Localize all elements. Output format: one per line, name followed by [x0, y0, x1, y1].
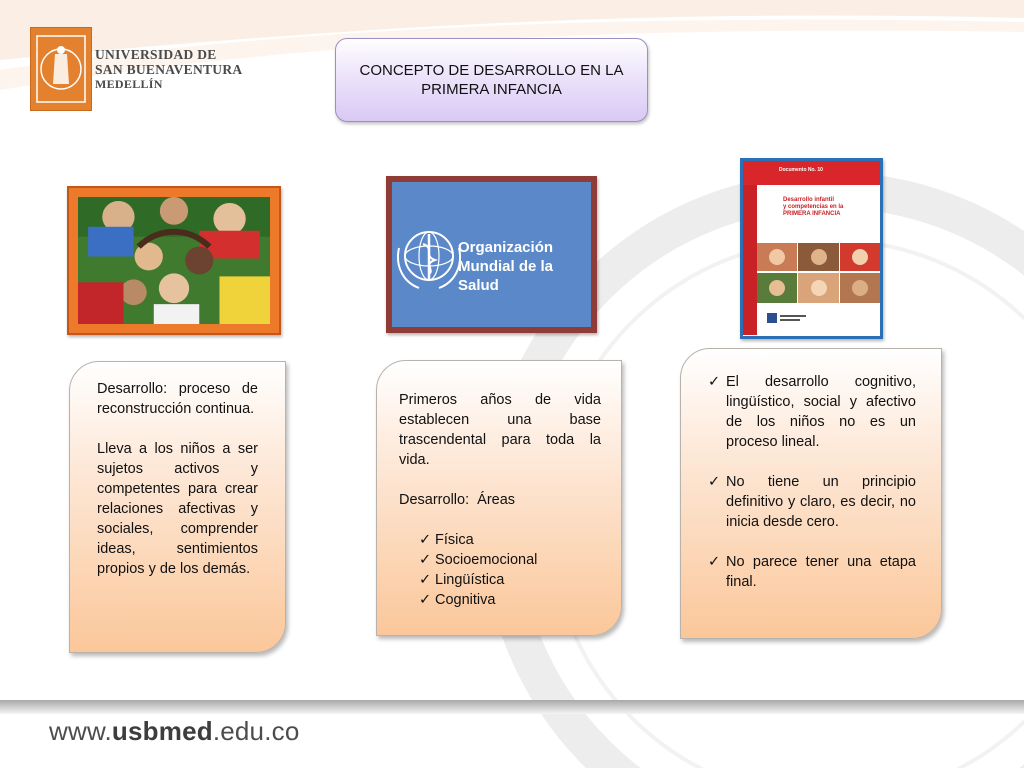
footer-url-suffix: .edu.co [212, 716, 300, 746]
list-item: ✓ El desarrollo cognitivo, lingüístico, social y afectivo de los niños no es un proceso lineal. [708, 372, 916, 452]
card2-paragraph-2: Desarrollo: Áreas [399, 492, 516, 508]
book-top-band [743, 161, 880, 185]
book-title-line-2: y competencias en la [783, 204, 844, 210]
oms-name-line-1: Organización [458, 239, 554, 256]
book-spine [743, 185, 757, 335]
book-photos [757, 243, 880, 303]
logo-line-2: SAN BUENAVENTURA [95, 62, 243, 77]
book-cover [740, 158, 883, 339]
logo-line-3: MEDELLÍN [95, 77, 163, 91]
list-item: ✓ Física [419, 530, 601, 550]
book-document-number: Documento No. 10 [779, 167, 823, 173]
slide-title [335, 38, 648, 122]
list-item: ✓ Socioemocional [419, 550, 601, 570]
content-card-3 [680, 348, 942, 639]
university-name [95, 47, 242, 92]
card1-paragraph-2: Lleva a los niños a ser sujetos activos y competentes para crear relaciones afectivas y sociales, comprender ideas, sentimientos propios y de los demás. [97, 441, 258, 577]
children-photo-frame [67, 186, 281, 335]
oms-name [458, 238, 591, 295]
book-title-line-3: PRIMERA INFANCIA [783, 211, 841, 217]
footer-url-brand: usbmed [111, 716, 213, 746]
book-publisher-logo-icon [767, 311, 807, 325]
list-item: ✓ Lingüística [419, 570, 601, 590]
list-item: ✓ No tiene un principio definitivo y claro, es decir, no inicia desde cero. [708, 472, 916, 532]
oms-logo-frame [386, 176, 597, 333]
areas-list [419, 530, 601, 610]
footer-divider [0, 700, 1024, 714]
card2-paragraph-1: Primeros años de vida establecen una base trascendental para toda la vida. [399, 392, 601, 468]
footer-website-link[interactable] [49, 716, 300, 747]
slide-title-text: CONCEPTO DE DESARROLLO EN LA PRIMERA INFANCIA [359, 62, 624, 98]
content-card-1 [69, 361, 286, 653]
book-title [783, 197, 879, 218]
university-shield-icon [30, 27, 92, 111]
children-photo [78, 197, 270, 324]
content-card-2 [376, 360, 622, 636]
list-item: ✓ No parece tener una etapa final. [708, 552, 916, 592]
list-item: ✓ Cognitiva [419, 590, 601, 610]
book-title-line-1: Desarrollo infantil [783, 197, 835, 203]
university-logo [30, 27, 270, 113]
oms-name-line-2: Mundial de la Salud [458, 258, 554, 294]
logo-line-1: UNIVERSIDAD DE [95, 47, 217, 62]
characteristics-list [708, 372, 916, 592]
footer-url-prefix: www. [49, 716, 112, 746]
card1-paragraph-1: Desarrollo: proceso de reconstrucción continua. [97, 381, 258, 417]
